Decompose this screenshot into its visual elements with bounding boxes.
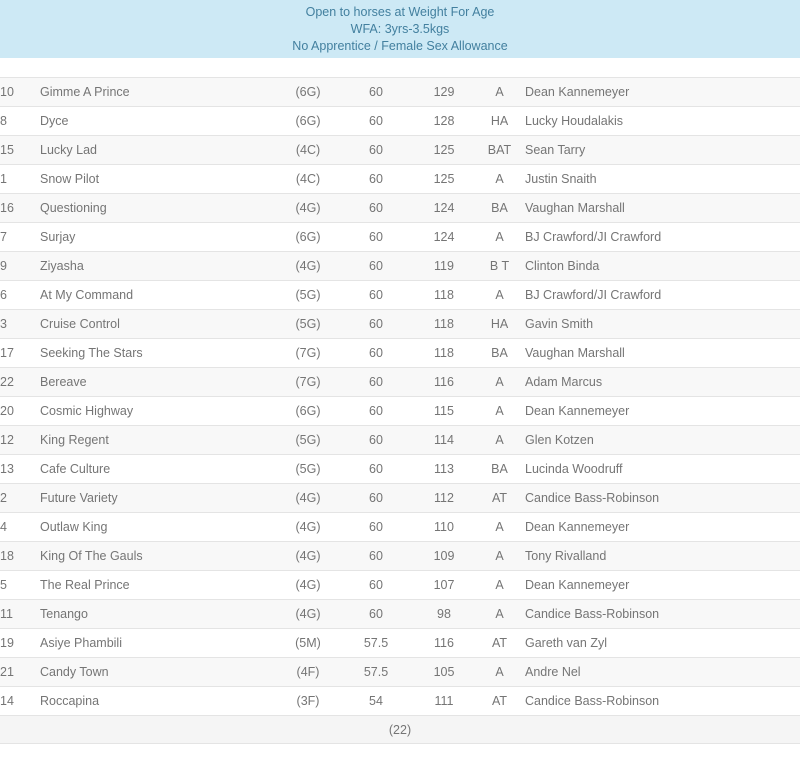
merit-rating: 129 bbox=[433, 85, 455, 99]
horse-name: Cosmic Highway bbox=[40, 404, 134, 418]
table-row bbox=[0, 397, 800, 426]
merit-rating: 118 bbox=[434, 288, 454, 302]
weight: 60 bbox=[369, 114, 383, 128]
weight: 60 bbox=[369, 520, 383, 534]
saddlecloth-number: 12 bbox=[0, 433, 14, 447]
weight: 57.5 bbox=[363, 665, 389, 679]
weight: 60 bbox=[369, 607, 383, 621]
age-sex: (6G) bbox=[295, 85, 321, 99]
merit-rating: 119 bbox=[434, 259, 454, 273]
horse-name: Bereave bbox=[40, 375, 87, 389]
race-conditions-banner bbox=[0, 0, 800, 58]
gear-allowance: A bbox=[495, 607, 504, 621]
horse-name: Lucky Lad bbox=[40, 143, 97, 157]
saddlecloth-number: 22 bbox=[0, 375, 14, 389]
horse-name: Tenango bbox=[40, 607, 88, 621]
horse-name: Surjay bbox=[40, 230, 76, 244]
table-row bbox=[0, 339, 800, 368]
weight: 60 bbox=[369, 433, 383, 447]
trainer-name: Andre Nel bbox=[525, 665, 581, 679]
table-row bbox=[0, 658, 800, 687]
saddlecloth-number: 14 bbox=[0, 694, 14, 708]
condition-line-open: Open to horses at Weight For Age bbox=[305, 4, 495, 19]
trainer-name: Glen Kotzen bbox=[525, 433, 594, 447]
trainer-name: Dean Kannemeyer bbox=[525, 85, 630, 99]
saddlecloth-number: 17 bbox=[0, 346, 14, 360]
age-sex: (6G) bbox=[295, 230, 321, 244]
trainer-name: Candice Bass-Robinson bbox=[525, 694, 660, 708]
horse-name: Gimme A Prince bbox=[40, 85, 130, 99]
merit-rating: 107 bbox=[433, 578, 455, 592]
saddlecloth-number: 18 bbox=[0, 549, 14, 563]
saddlecloth-number: 16 bbox=[0, 201, 14, 215]
trainer-name: Candice Bass-Robinson bbox=[525, 607, 660, 621]
trainer-name: BJ Crawford/JI Crawford bbox=[525, 230, 662, 244]
merit-rating: 112 bbox=[434, 491, 454, 505]
age-sex: (4G) bbox=[295, 520, 321, 534]
horse-name: At My Command bbox=[40, 288, 134, 302]
weight: 54 bbox=[369, 694, 383, 708]
table-row bbox=[0, 78, 800, 107]
merit-rating: 111 bbox=[434, 694, 454, 708]
table-row bbox=[0, 629, 800, 658]
horse-name: Snow Pilot bbox=[40, 172, 100, 186]
horse-name: Ziyasha bbox=[40, 259, 84, 273]
age-sex: (4G) bbox=[295, 259, 321, 273]
age-sex: (7G) bbox=[295, 346, 321, 360]
merit-rating: 115 bbox=[434, 404, 454, 418]
trainer-name: Gareth van Zyl bbox=[525, 636, 607, 650]
age-sex: (4F) bbox=[296, 665, 320, 679]
trainer-name: Dean Kannemeyer bbox=[525, 520, 630, 534]
weight: 60 bbox=[369, 375, 383, 389]
trainer-name: Dean Kannemeyer bbox=[525, 578, 630, 592]
weight: 60 bbox=[369, 346, 383, 360]
weight: 60 bbox=[369, 549, 383, 563]
horse-name: Cruise Control bbox=[40, 317, 120, 331]
runner-count: (22) bbox=[388, 722, 412, 737]
age-sex: (4C) bbox=[295, 143, 321, 157]
gear-allowance: AT bbox=[491, 636, 508, 650]
age-sex: (4G) bbox=[295, 607, 321, 621]
age-sex: (6G) bbox=[295, 114, 321, 128]
merit-rating: 118 bbox=[434, 317, 454, 331]
trainer-name: Candice Bass-Robinson bbox=[525, 491, 660, 505]
merit-rating: 125 bbox=[433, 143, 455, 157]
table-row bbox=[0, 223, 800, 252]
saddlecloth-number: 20 bbox=[0, 404, 14, 418]
merit-rating: 113 bbox=[434, 462, 454, 476]
weight: 60 bbox=[369, 85, 383, 99]
age-sex: (5G) bbox=[295, 433, 321, 447]
age-sex: (5G) bbox=[295, 317, 321, 331]
trainer-name: Justin Snaith bbox=[525, 172, 597, 186]
saddlecloth-number: 7 bbox=[0, 230, 7, 244]
horse-name: Seeking The Stars bbox=[40, 346, 143, 360]
horse-name: Roccapina bbox=[40, 694, 100, 708]
saddlecloth-number: 8 bbox=[0, 114, 7, 128]
merit-rating: 124 bbox=[433, 230, 455, 244]
weight: 60 bbox=[369, 259, 383, 273]
gear-allowance: A bbox=[495, 404, 504, 418]
gear-allowance: AT bbox=[491, 694, 508, 708]
age-sex: (4G) bbox=[295, 491, 321, 505]
weight: 60 bbox=[369, 172, 383, 186]
gear-allowance: B T bbox=[489, 259, 510, 273]
horse-table-body bbox=[0, 78, 800, 716]
horse-name: Candy Town bbox=[40, 665, 109, 679]
saddlecloth-number: 4 bbox=[0, 520, 7, 534]
merit-rating: 125 bbox=[433, 172, 455, 186]
age-sex: (5G) bbox=[295, 462, 321, 476]
weight: 60 bbox=[369, 288, 383, 302]
age-sex: (5M) bbox=[295, 636, 321, 650]
horse-name: Cafe Culture bbox=[40, 462, 111, 476]
age-sex: (4C) bbox=[295, 172, 321, 186]
merit-rating: 124 bbox=[433, 201, 455, 215]
saddlecloth-number: 13 bbox=[0, 462, 14, 476]
table-row bbox=[0, 281, 800, 310]
horse-name: Future Variety bbox=[40, 491, 118, 505]
gear-allowance: BA bbox=[491, 346, 508, 360]
gear-allowance: BA bbox=[491, 201, 508, 215]
horse-name: Outlaw King bbox=[40, 520, 108, 534]
gear-allowance: A bbox=[495, 288, 504, 302]
age-sex: (7G) bbox=[295, 375, 321, 389]
trainer-name: Lucinda Woodruff bbox=[525, 462, 623, 476]
weight: 60 bbox=[369, 230, 383, 244]
trainer-name: Vaughan Marshall bbox=[525, 201, 625, 215]
saddlecloth-number: 21 bbox=[0, 665, 14, 679]
table-row bbox=[0, 600, 800, 629]
horse-name: Asiye Phambili bbox=[40, 636, 122, 650]
horse-name: King Regent bbox=[40, 433, 109, 447]
gear-allowance: BAT bbox=[487, 143, 512, 157]
table-row bbox=[0, 194, 800, 223]
table-row bbox=[0, 571, 800, 600]
table-row bbox=[0, 165, 800, 194]
merit-rating: 118 bbox=[434, 346, 454, 360]
weight: 60 bbox=[369, 317, 383, 331]
gear-allowance: A bbox=[495, 520, 504, 534]
table-row bbox=[0, 136, 800, 165]
gear-allowance: BA bbox=[491, 462, 508, 476]
weight: 60 bbox=[369, 201, 383, 215]
saddlecloth-number: 11 bbox=[0, 607, 13, 621]
age-sex: (4G) bbox=[295, 578, 321, 592]
trainer-name: Vaughan Marshall bbox=[525, 346, 625, 360]
age-sex: (3F) bbox=[296, 694, 320, 708]
age-sex: (4G) bbox=[295, 201, 321, 215]
table-row bbox=[0, 484, 800, 513]
trainer-name: Lucky Houdalakis bbox=[525, 114, 623, 128]
merit-rating: 98 bbox=[437, 607, 451, 621]
weight: 60 bbox=[369, 578, 383, 592]
age-sex: (4G) bbox=[295, 549, 321, 563]
saddlecloth-number: 15 bbox=[0, 143, 14, 157]
horse-name: Dyce bbox=[40, 114, 69, 128]
saddlecloth-number: 19 bbox=[0, 636, 14, 650]
trainer-name: BJ Crawford/JI Crawford bbox=[525, 288, 662, 302]
age-sex: (5G) bbox=[295, 288, 321, 302]
runner-count-row bbox=[0, 716, 800, 744]
merit-rating: 110 bbox=[434, 520, 454, 534]
gear-allowance: A bbox=[495, 665, 504, 679]
saddlecloth-number: 10 bbox=[0, 85, 14, 99]
trainer-name: Sean Tarry bbox=[525, 143, 586, 157]
table-row bbox=[0, 455, 800, 484]
table-row bbox=[0, 252, 800, 281]
trainer-name: Tony Rivalland bbox=[525, 549, 607, 563]
gear-allowance: A bbox=[495, 85, 504, 99]
weight: 60 bbox=[369, 462, 383, 476]
weight: 60 bbox=[369, 491, 383, 505]
gear-allowance: A bbox=[495, 375, 504, 389]
gear-allowance: A bbox=[495, 172, 504, 186]
weight: 60 bbox=[369, 404, 383, 418]
gear-allowance: A bbox=[495, 230, 504, 244]
merit-rating: 105 bbox=[433, 665, 455, 679]
gear-allowance: HA bbox=[490, 114, 509, 128]
gear-allowance: HA bbox=[490, 317, 509, 331]
merit-rating: 116 bbox=[434, 636, 454, 650]
table-row bbox=[0, 426, 800, 455]
table-row bbox=[0, 107, 800, 136]
merit-rating: 109 bbox=[433, 549, 455, 563]
condition-line-wfa: WFA: 3yrs-3.5kgs bbox=[350, 21, 450, 36]
trainer-name: Clinton Binda bbox=[525, 259, 600, 273]
merit-rating: 114 bbox=[434, 433, 454, 447]
age-sex: (6G) bbox=[295, 404, 321, 418]
weight: 60 bbox=[369, 143, 383, 157]
gear-allowance: A bbox=[495, 578, 504, 592]
saddlecloth-number: 9 bbox=[0, 259, 7, 273]
trainer-name: Gavin Smith bbox=[525, 317, 594, 331]
table-row bbox=[0, 368, 800, 397]
gear-allowance: AT bbox=[491, 491, 508, 505]
horse-name: Questioning bbox=[40, 201, 107, 215]
table-row bbox=[0, 687, 800, 716]
merit-rating: 116 bbox=[434, 375, 454, 389]
saddlecloth-number: 1 bbox=[0, 172, 7, 186]
saddlecloth-number: 3 bbox=[0, 317, 7, 331]
saddlecloth-number: 2 bbox=[0, 491, 7, 505]
gear-allowance: A bbox=[495, 433, 504, 447]
trainer-name: Dean Kannemeyer bbox=[525, 404, 630, 418]
weight: 57.5 bbox=[363, 636, 389, 650]
merit-rating: 128 bbox=[433, 114, 455, 128]
saddlecloth-number: 5 bbox=[0, 578, 7, 592]
table-row bbox=[0, 542, 800, 571]
condition-line-allowance: No Apprentice / Female Sex Allowance bbox=[292, 38, 508, 53]
saddlecloth-number: 6 bbox=[0, 288, 7, 302]
horse-name: The Real Prince bbox=[40, 578, 130, 592]
gear-allowance: A bbox=[495, 549, 504, 563]
table-row bbox=[0, 513, 800, 542]
trainer-name: Adam Marcus bbox=[525, 375, 603, 389]
table-row bbox=[0, 310, 800, 339]
horse-name: King Of The Gauls bbox=[40, 549, 143, 563]
horse-table bbox=[0, 77, 800, 744]
